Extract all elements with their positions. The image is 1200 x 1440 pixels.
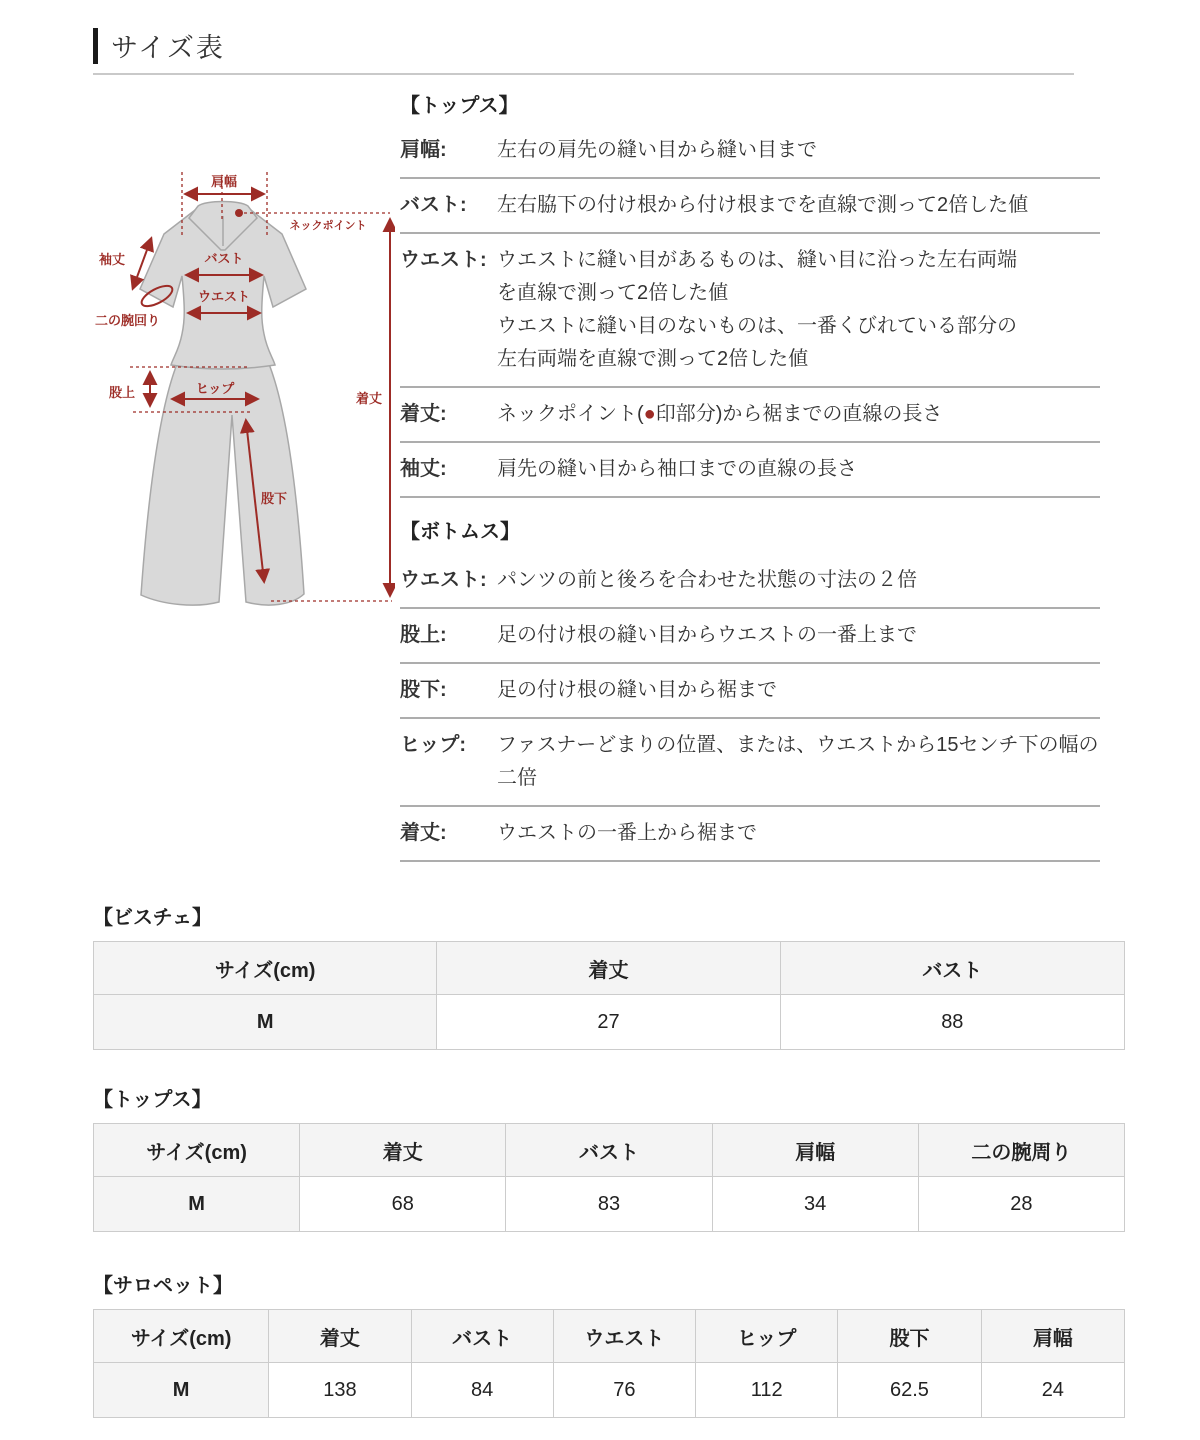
def-term: 着丈:: [400, 822, 447, 844]
diagram-label-length: 着丈: [355, 391, 383, 406]
column-header: 着丈: [269, 1310, 411, 1363]
value-cell: 138: [269, 1363, 411, 1418]
def-term: 股上:: [400, 624, 447, 646]
defs-section-tops-title: 【トップス】: [400, 95, 519, 117]
table-title: 【サロペット】: [93, 1275, 233, 1297]
title-divider: [93, 73, 1074, 75]
def-desc: 肩先の縫い目から袖口までの直線の長さ: [497, 458, 857, 480]
page-title-row: [93, 26, 225, 65]
column-header: 着丈: [437, 942, 780, 995]
value-cell: 68: [300, 1177, 506, 1232]
diagram-label-waist: ウエスト: [197, 289, 251, 304]
def-row-bottoms-length: [400, 807, 1100, 862]
def-row-tops-shoulder: [400, 124, 1100, 179]
def-desc-line: 左右両端を直線で測って2倍した値: [497, 348, 809, 370]
def-row-tops-length: [400, 388, 1100, 443]
def-desc-line: ファスナーどまりの位置、または、ウエストから15センチ下の幅の: [497, 734, 1099, 756]
value-cell: 84: [411, 1363, 553, 1418]
measurement-definitions: [400, 90, 1100, 862]
column-header: サイズ(cm): [94, 942, 437, 995]
diagram-label-hip: ヒップ: [195, 381, 235, 396]
def-row-bottoms-rise: [400, 609, 1100, 664]
value-cell: 83: [506, 1177, 712, 1232]
def-term: ウエスト:: [400, 569, 487, 591]
size-table-tops: [93, 1088, 1125, 1232]
def-desc: パンツの前と後ろを合わせた状態の寸法の２倍: [497, 569, 917, 591]
value-cell: 28: [918, 1177, 1124, 1232]
def-desc: [497, 244, 1100, 376]
diagram-label-bust: バスト: [204, 251, 244, 266]
def-term: ヒップ:: [400, 734, 467, 756]
diagram-label-inseam: 股下: [261, 491, 288, 506]
def-desc-line: ウエストに縫い目のないものは、一番くびれている部分の: [497, 315, 1017, 337]
measurement-diagram: [85, 158, 395, 663]
column-header: バスト: [780, 942, 1124, 995]
size-name-cell: M: [94, 1177, 300, 1232]
def-desc: ウエストの一番上から裾まで: [497, 822, 757, 844]
def-desc: [497, 398, 1100, 431]
value-cell: 112: [696, 1363, 838, 1418]
column-header: バスト: [411, 1310, 553, 1363]
size-name-cell: M: [94, 1363, 269, 1418]
def-desc-text: ネックポイント(: [497, 403, 644, 425]
value-cell: 24: [981, 1363, 1124, 1418]
value-cell: 27: [437, 995, 780, 1050]
def-term: 着丈:: [400, 403, 447, 425]
defs-section-bottoms-title: 【ボトムス】: [400, 521, 520, 543]
def-term: 股下:: [400, 679, 447, 701]
column-header: バスト: [506, 1124, 712, 1177]
diagram-label-upper-arm: 二の腕回り: [95, 313, 161, 328]
page-title: サイズ表: [111, 33, 225, 63]
neck-point-mark: ●: [643, 403, 656, 425]
diagram-label-shoulder-width: 肩幅: [210, 174, 238, 189]
def-row-tops-bust: [400, 179, 1100, 234]
column-header: サイズ(cm): [94, 1310, 269, 1363]
def-row-bottoms-hip: [400, 719, 1100, 807]
def-desc: 足の付け根の縫い目から裾まで: [497, 679, 777, 701]
neck-point-dot: [235, 209, 243, 217]
def-term: 肩幅:: [400, 139, 447, 161]
def-row-bottoms-waist: [400, 554, 1100, 609]
title-accent-bar: [93, 28, 98, 64]
value-cell: 88: [780, 995, 1124, 1050]
table-header-row: [94, 942, 1125, 995]
table-row: [94, 1177, 1125, 1232]
pants-shape: [141, 364, 304, 605]
def-desc: 左右の肩先の縫い目から縫い目まで: [497, 139, 817, 161]
column-header: ヒップ: [696, 1310, 838, 1363]
size-name-cell: M: [94, 995, 437, 1050]
column-header: サイズ(cm): [94, 1124, 300, 1177]
table-row: [94, 1363, 1125, 1418]
column-header: 二の腕周り: [918, 1124, 1124, 1177]
def-desc-line: ウエストに縫い目があるものは、縫い目に沿った左右両端: [497, 249, 1017, 271]
value-cell: 34: [712, 1177, 918, 1232]
table-title: 【ビスチェ】: [93, 907, 212, 929]
def-row-tops-waist: [400, 234, 1100, 388]
def-row-bottoms-inseam: [400, 664, 1100, 719]
column-header: 着丈: [300, 1124, 506, 1177]
def-desc-line: 二倍: [497, 767, 537, 789]
value-cell: 62.5: [838, 1363, 981, 1418]
column-header: ウエスト: [553, 1310, 695, 1363]
def-term: 袖丈:: [400, 458, 447, 480]
def-term: ウエスト:: [400, 249, 487, 271]
table-title: 【トップス】: [93, 1089, 212, 1111]
def-term: バスト:: [400, 194, 467, 216]
def-desc-line: を直線で測って2倍した値: [497, 282, 729, 304]
def-desc: [497, 729, 1100, 795]
column-header: 股下: [838, 1310, 981, 1363]
diagram-label-neck-point: ネックポイント: [289, 220, 367, 232]
column-header: 肩幅: [712, 1124, 918, 1177]
def-row-tops-sleeve: [400, 443, 1100, 498]
size-table-bustier: [93, 906, 1125, 1050]
value-cell: 76: [553, 1363, 695, 1418]
diagram-label-sleeve-length: 袖丈: [98, 252, 126, 267]
def-desc: 左右脇下の付け根から付け根までを直線で測って2倍した値: [497, 194, 1029, 216]
size-table-salopette: [93, 1274, 1125, 1418]
def-desc: 足の付け根の縫い目からウエストの一番上まで: [497, 624, 917, 646]
table-header-row: [94, 1310, 1125, 1363]
diagram-label-rise: 股上: [108, 385, 136, 400]
def-desc-text: 印部分)から裾までの直線の長さ: [655, 403, 943, 425]
column-header: 肩幅: [981, 1310, 1124, 1363]
table-row: [94, 995, 1125, 1050]
table-header-row: [94, 1124, 1125, 1177]
